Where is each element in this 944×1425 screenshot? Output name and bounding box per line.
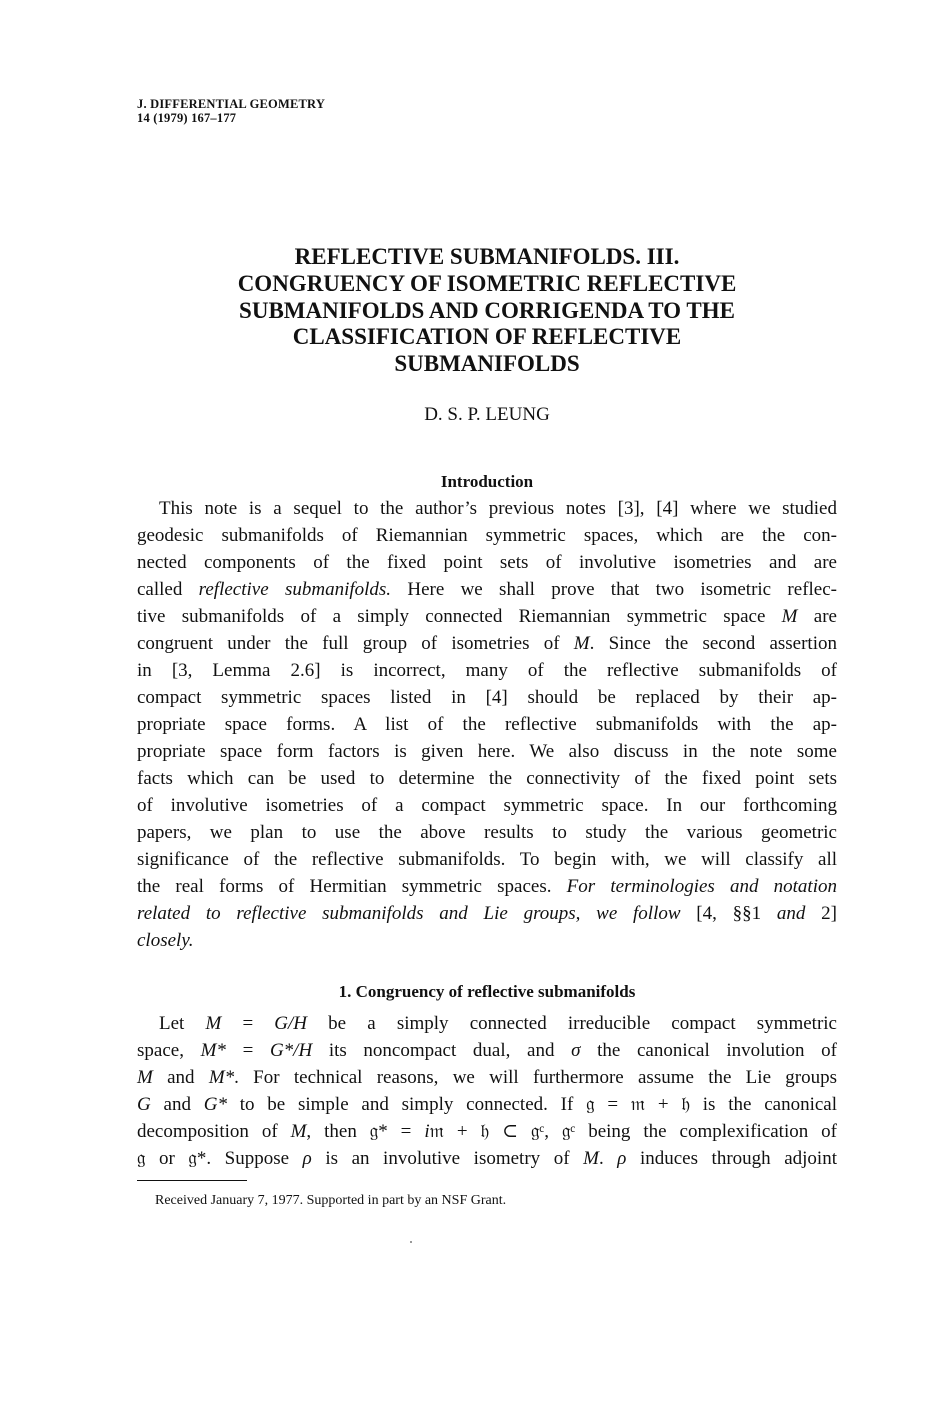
text-line: Let M = G/H be a simply connected irreducible compact symmetric	[159, 1013, 837, 1034]
text-line: M and M*. For technical reasons, we will furthermore assume the Lie groups	[137, 1067, 838, 1088]
text-line: G and G* to be simple and simply connected. If 𝔤 = 𝔪 + 𝔥 is the canonical	[137, 1094, 837, 1115]
journal-name: J. DIFFERENTIAL GEOMETRY	[137, 97, 326, 111]
text-line: space, M* = G*/H its noncompact dual, and σ the canonical involution of	[137, 1040, 837, 1061]
title-line: SUBMANIFOLDS	[394, 351, 580, 377]
italic-text: M	[781, 606, 798, 627]
text-line: This note is a sequel to the author’s previous notes [3], [4] where we studied	[159, 498, 837, 519]
italic-text: M*	[200, 1040, 226, 1061]
text-line	[137, 927, 837, 954]
title-line: CONGRUENCY OF ISOMETRIC REFLECTIVE	[237, 270, 737, 296]
italic-text: i	[424, 1121, 430, 1142]
italic-text: M	[573, 633, 590, 654]
text-line: in [3, Lemma 2.6] is incorrect, many of the reflective submanifolds of	[137, 660, 837, 681]
text-line: 𝔤 or 𝔤*. Suppose ρ is an involutive isometry of M. ρ induces through adjoint	[137, 1148, 837, 1169]
italic-text: M	[290, 1121, 307, 1142]
journal-header	[137, 97, 325, 125]
text-line: compact symmetric spaces listed in [4] should be replaced by their ap-	[137, 687, 837, 708]
text-line: related to reflective submanifolds and Lie groups, we follow [4, §§1 and 2]	[137, 903, 838, 924]
italic-text: M	[137, 1067, 153, 1088]
italic-text: reflective submanifolds.	[198, 579, 392, 600]
italic-text: ρ	[617, 1148, 627, 1169]
text-line: nected components of the fixed point sets of involutive isometries and are	[137, 552, 837, 573]
italic-text: G/H	[274, 1013, 308, 1034]
text-line: significance of the reflective submanifolds. To begin with, we will classify all	[137, 849, 837, 870]
introduction-heading: Introduction	[440, 472, 534, 491]
italic-text: M	[205, 1013, 222, 1034]
text-line: called reflective submanifolds. Here we shall prove that two isometric reflec-	[137, 579, 837, 600]
italic-text: ρ	[302, 1148, 312, 1169]
text-line: propriate space forms. A list of the reflective submanifolds with the ap-	[137, 714, 837, 735]
introduction-body	[137, 495, 837, 954]
text-line: the real forms of Hermitian symmetric spaces. For terminologies and notation	[137, 876, 837, 897]
text-line: papers, we plan to use the above results to study the various geometric	[137, 822, 837, 843]
footnote-rule	[137, 1180, 247, 1181]
text-line: facts which can be used to determine the connectivity of the fixed point sets	[137, 768, 837, 789]
footnote: Received January 7, 1977. Supported in part by an NSF Grant.	[155, 1193, 507, 1208]
italic-text: G*/H	[269, 1040, 313, 1061]
italic-text: M	[583, 1148, 599, 1169]
italic-text: M*	[208, 1067, 235, 1088]
text-line: propriate space form factors is given here. We also discuss in the note some	[137, 741, 837, 762]
text-line: geodesic submanifolds of Riemannian symmetric spaces, which are the con-	[137, 525, 837, 546]
text-line: of involutive isometries of a compact symmetric space. In our forthcoming	[137, 795, 837, 816]
section-1-body	[137, 1010, 837, 1172]
italic-text: G*	[203, 1094, 227, 1115]
journal-citation: 14 (1979) 167–177	[137, 111, 237, 125]
title-line: REFLECTIVE SUBMANIFOLDS. III.	[294, 244, 680, 269]
section-1-heading: 1. Congruency of reflective submanifolds	[338, 982, 636, 1001]
author-name: D. S. P. LEUNG	[424, 404, 550, 425]
italic-text: σ	[571, 1040, 581, 1061]
text-line: decomposition of M, then 𝔤* = i𝔪 + 𝔥 ⊂ 𝔤ᶜ, 𝔤ᶜ being the complexification of	[137, 1121, 838, 1142]
italic-text: and	[776, 903, 806, 924]
title-line: SUBMANIFOLDS AND CORRIGENDA TO THE	[239, 297, 735, 323]
italic-text: G	[137, 1094, 151, 1115]
italic-text: closely.	[137, 930, 194, 951]
text-line: tive submanifolds of a simply connected Riemannian symmetric space M are	[137, 606, 837, 627]
paper-title	[150, 244, 824, 378]
text-line: congruent under the full group of isometries of M. Since the second assertion	[137, 633, 837, 654]
title-line: CLASSIFICATION OF REFLECTIVE	[292, 324, 682, 350]
italic-text: For terminologies and notation	[566, 876, 837, 897]
italic-text: related to reflective submanifolds and Lie groups, we follow	[137, 903, 681, 924]
scan-speck	[410, 1241, 412, 1243]
